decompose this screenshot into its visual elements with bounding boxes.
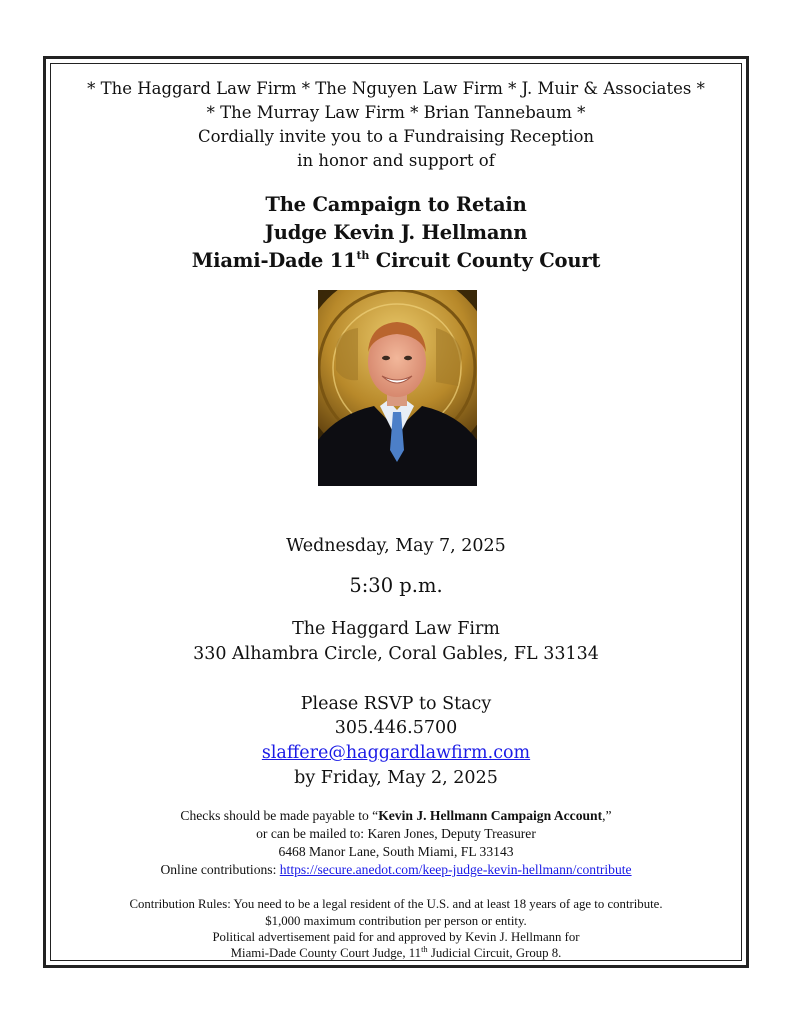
rsvp-phone: 305.446.5700 [334, 718, 458, 738]
rsvp-deadline: by Friday, May 2, 2025 [294, 768, 498, 788]
hosts-line-2: * The Murray Law Firm * Brian Tannebaum * [206, 103, 586, 122]
online-contributions-line: Online contributions: https://secure.anedot.com/keep-judge-kevin-hellmann/contribute [160, 862, 632, 877]
political-ad-disclaimer-line-2: Miami-Dade County Court Judge, 11th Judicial Circuit, Group 8. [230, 944, 562, 960]
campaign-title-line-2: Judge Kevin J. Hellmann [264, 221, 528, 244]
invitation-border [43, 56, 749, 968]
event-address: 330 Alhambra Circle, Coral Gables, FL 33134 [193, 644, 599, 664]
contribution-rules-line: Contribution Rules: You need to be a legal resident of the U.S. and at least 18 years of age to contribute. [129, 897, 663, 911]
campaign-title-line-1: The Campaign to Retain [265, 193, 527, 216]
campaign-account-name: Kevin J. Hellmann Campaign Account [378, 808, 603, 823]
event-time: 5:30 p.m. [349, 574, 443, 597]
event-venue: The Haggard Law Firm [292, 619, 500, 639]
invite-line: Cordially invite you to a Fundraising Reception [197, 127, 595, 146]
hosts-line-1: * The Haggard Law Firm * The Nguyen Law Firm * J. Muir & Associates * [87, 79, 705, 98]
honor-line: in honor and support of [297, 151, 495, 170]
rsvp-email-link[interactable]: slaffere@haggardlawfirm.com [261, 743, 531, 763]
contribution-limit-line: $1,000 maximum contribution per person or entity. [265, 914, 527, 928]
judge-portrait-photo [318, 290, 477, 486]
online-contribution-link[interactable]: https://secure.anedot.com/keep-judge-kevin-hellmann/contribute [279, 862, 632, 877]
event-date: Wednesday, May 7, 2025 [286, 536, 506, 556]
rsvp-email-line [46, 743, 746, 763]
checks-mail-address: 6468 Manor Lane, South Miami, FL 33143 [278, 844, 514, 859]
political-ad-disclaimer-line-1: Political advertisement paid for and approved by Kevin J. Hellmann for [212, 930, 580, 944]
rsvp-line: Please RSVP to Stacy [300, 694, 492, 714]
campaign-title-line-3: Miami-Dade 11th Circuit County Court [191, 249, 601, 272]
checks-mail-line: or can be mailed to: Karen Jones, Deputy Treasurer [256, 826, 536, 841]
checks-payable-line: Checks should be made payable to “Kevin J. Hellmann Campaign Account,” [180, 808, 612, 823]
